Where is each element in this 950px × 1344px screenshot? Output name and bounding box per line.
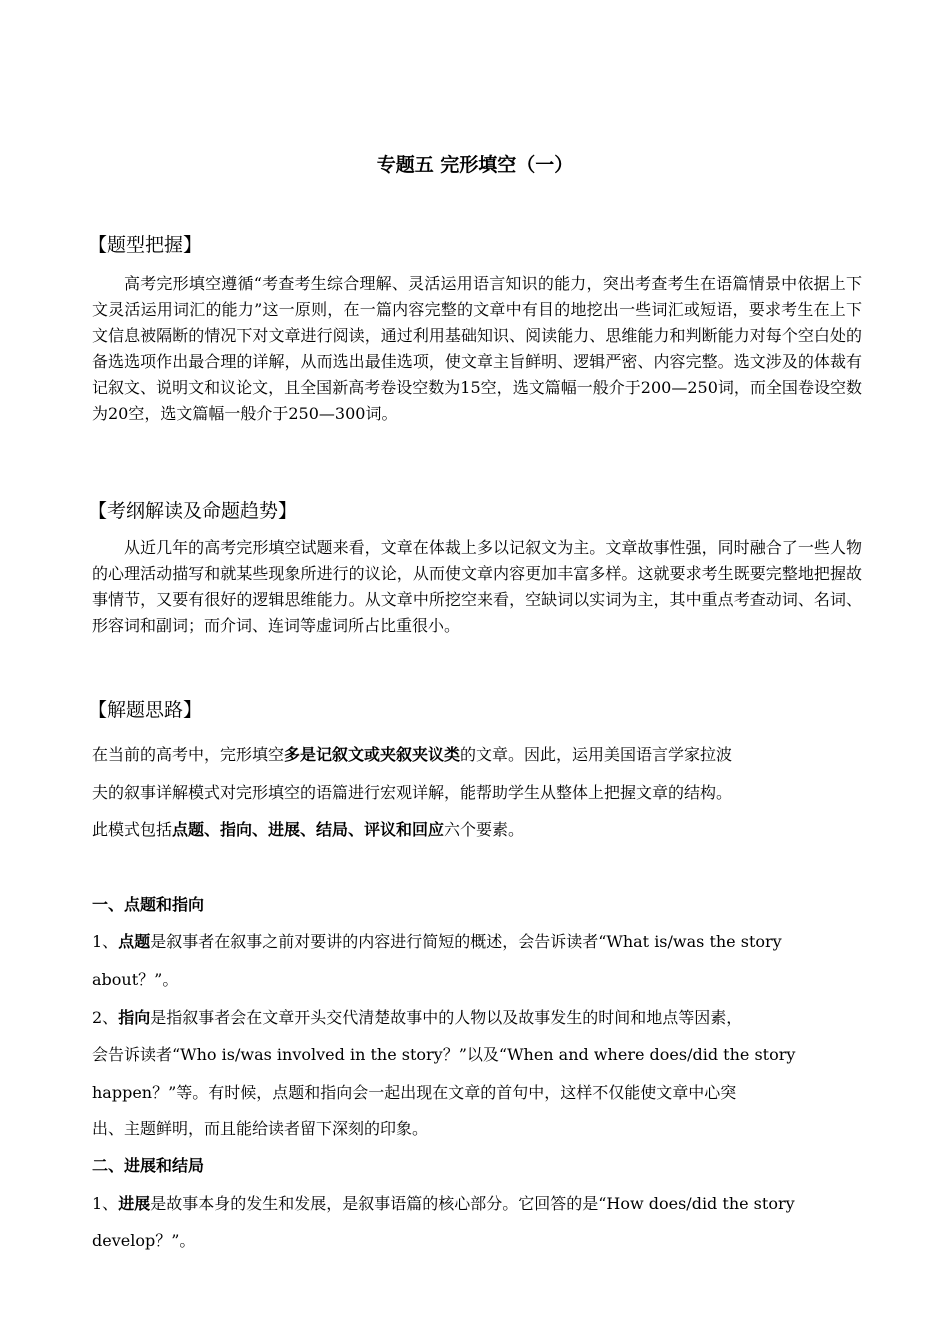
approach-text: 的文章。因此，运用美国语言学家拉波 bbox=[460, 745, 733, 764]
page-title: 专题五 完形填空（一） bbox=[376, 154, 574, 176]
approach-emphasis: 多是记叙文或夹叙夹议类 bbox=[284, 745, 461, 764]
progress-item-line: develop？”。 bbox=[92, 1231, 196, 1250]
orientation-item-line: happen？”等。有时候，点题和指向会一起出现在文章的首句中，这样不仅能使文章中心突 bbox=[92, 1083, 737, 1102]
theme-item-line: about？”。 bbox=[92, 970, 179, 989]
item-text: 是故事本身的发生和发展，是叙事语篇的核心部分。它回答的是“How does/did the story bbox=[150, 1194, 795, 1213]
orientation-item-line bbox=[92, 1005, 867, 1028]
approach-line-3 bbox=[92, 817, 867, 840]
approach-line-1 bbox=[92, 742, 867, 765]
subsection-heading-theme-orientation: 一、点题和指向 bbox=[92, 895, 205, 914]
approach-text: 六个要素。 bbox=[444, 820, 525, 839]
progress-item-line bbox=[92, 1191, 867, 1214]
term-emphasis: 指向 bbox=[118, 1008, 151, 1027]
section-heading-solving-approach: 【解题思路】 bbox=[88, 699, 203, 721]
term-emphasis: 点题 bbox=[118, 932, 151, 951]
section-body-syllabus-trend: 从近几年的高考完形填空试题来看，文章在体裁上多以记叙文为主。文章故事性强，同时融合了一些人物的心理活动描写和就某些现象所进行的议论，从而使文章内容更加丰富多样。这就要求考生既要完整地把握故事情节，又要有很好的逻辑思维能力。从文章中所挖空来看，空缺词以实词为主，其中重点考查动词、名词、形容词和副词；而介词、连词等虚词所占比重很小。 bbox=[92, 538, 862, 635]
section-body-question-type: 高考完形填空遵循“考查考生综合理解、灵活运用语言知识的能力，突出考查考生在语篇情景中依据上下文灵活运用词汇的能力”这一原则，在一篇内容完整的文章中有目的地挖出一些词汇或短语，要求考生在上下文信息被隔断的情况下对文章进行阅读，通过利用基础知识、阅读能力、思维能力和判断能力对每个空白处的备选选项作出最合理的详解，从而选出最佳选项，使文章主旨鲜明、逻辑严密、内容完整。选文涉及的体裁有记叙文、说明文和议论文，且全国新高考卷设空数为15空，选文篇幅一般介于200—250词，而全国卷设空数为20空，选文篇幅一般介于250—300词。 bbox=[92, 274, 862, 423]
subsection-heading-progress-result: 二、进展和结局 bbox=[92, 1156, 205, 1175]
orientation-item-line: 会告诉读者“Who is/was involved in the story？”以及“When and where does/did the story bbox=[92, 1045, 796, 1064]
approach-line-2: 夫的叙事详解模式对完形填空的语篇进行宏观详解，能帮助学生从整体上把握文章的结构。 bbox=[92, 783, 733, 802]
approach-emphasis: 点题、指向、进展、结局、评议和回应 bbox=[172, 820, 445, 839]
term-emphasis: 进展 bbox=[118, 1194, 151, 1213]
orientation-item-line: 出、主题鲜明，而且能给读者留下深刻的印象。 bbox=[92, 1119, 429, 1138]
item-text: 是指叙事者会在文章开头交代清楚故事中的人物以及故事发生的时间和地点等因素， bbox=[150, 1008, 743, 1027]
approach-text: 此模式包括 bbox=[92, 820, 173, 839]
item-number: 2、 bbox=[92, 1008, 119, 1027]
theme-item-line bbox=[92, 929, 867, 952]
approach-text: 在当前的高考中，完形填空 bbox=[92, 745, 285, 764]
section-heading-question-type: 【题型把握】 bbox=[88, 234, 203, 256]
item-number: 1、 bbox=[92, 932, 119, 951]
section-heading-syllabus-trend: 【考纲解读及命题趋势】 bbox=[88, 500, 298, 522]
item-text: 是叙事者在叙事之前对要讲的内容进行简短的概述，会告诉读者“What is/was the story bbox=[150, 932, 782, 951]
item-number: 1、 bbox=[92, 1194, 119, 1213]
